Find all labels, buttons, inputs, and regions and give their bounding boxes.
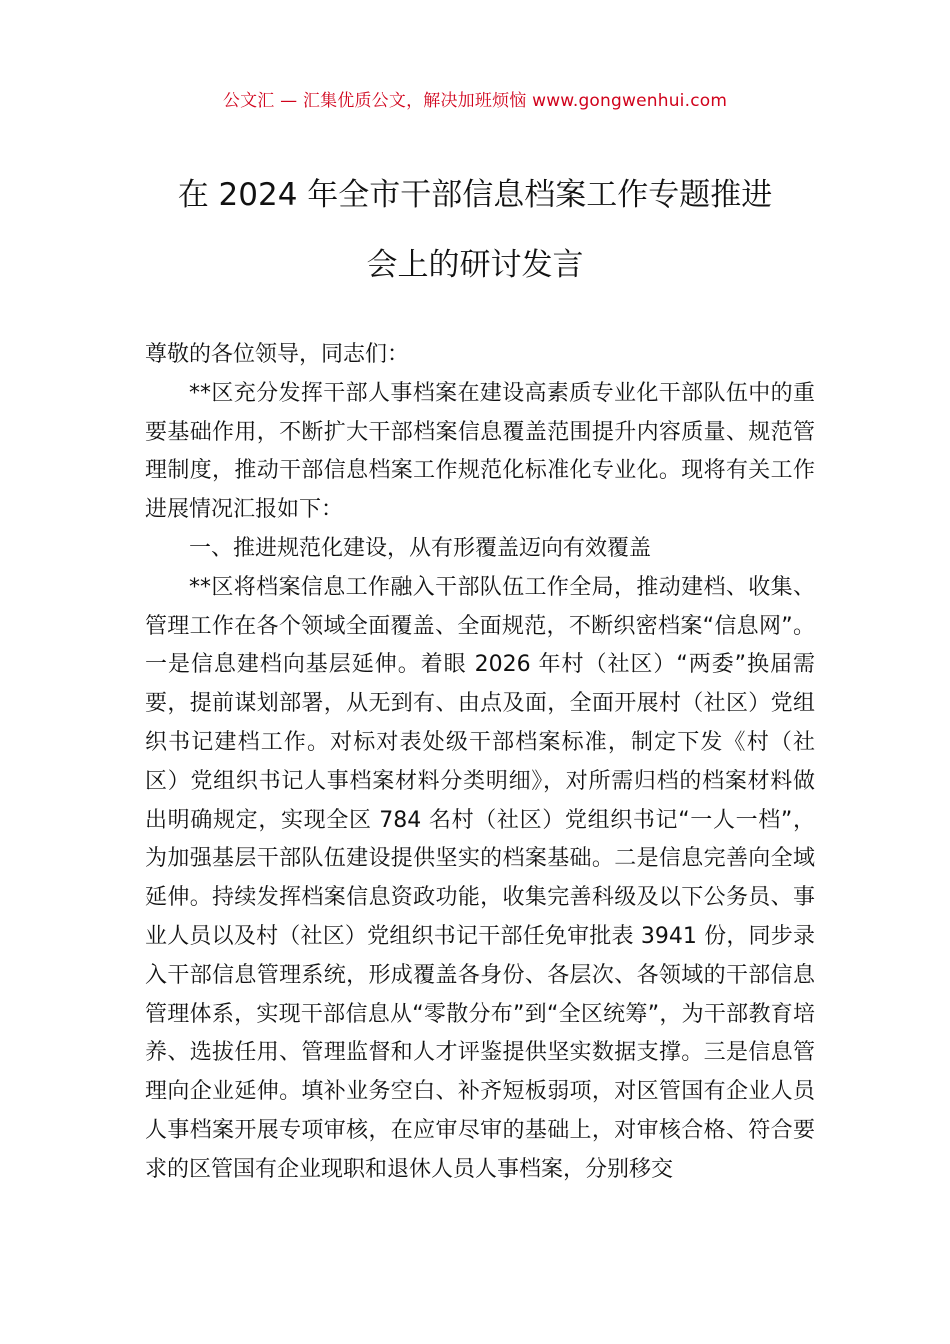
title-line-1: 在 2024 年全市干部信息档案工作专题推进 (177, 177, 773, 213)
greeting: 尊敬的各位领导，同志们： (145, 342, 410, 367)
section-heading: 一、推进规范化建设，从有形覆盖迈向有效覆盖 (189, 535, 652, 561)
document-title (60, 160, 890, 300)
section-paragraph: **区将档案信息工作融入干部队伍工作全局，推动建档、收集、管理工作在各个领域全面覆盖、全面规范，不断织密档案“信息网”。一是信息建档向基层延伸。着眼 2026 年村（社区）“两委”换届需要，提前谋划部署，从无到有、由点及面，全面开展村（社区）党组织书记建档工作。对标对表处级干部档案标准，制定下发《村（社区）党组织书记人事档案材料分类明细》，对所需归档的档案材料做出明确规定，实现全区 784 名村（社区）党组织书记“一人一档”，为加强基层干部队伍建设提供坚实的档案基础。二是信息完善向全域延伸。持续发挥档案信息资政功能，收集完善科级及以下公务员、事业人员以及村（社区）党组织书记干部任免审批表 3941 份，同步录入干部信息管理系统，形成覆盖各身份、各层次、各领域的干部信息管理体系，实现干部信息从“零散分布”到“全区统筹”，为干部教育培养、选拔任用、管理监督和人才评鉴提供坚实数据支撑。三是信息管理向企业延伸。填补业务空白、补齐短板弱项，对区管国有企业人员人事档案开展专项审核，在应审尽审的基础上，对审核合格、符合要求的区管国有企业现职和退休人员人事档案，分别移交 (145, 574, 815, 1182)
title-line-2: 会上的研讨发言 (366, 247, 584, 283)
intro-paragraph: **区充分发挥干部人事档案在建设高素质专业化干部队伍中的重要基础作用，不断扩大干部档案信息覆盖范围提升内容质量、规范管理制度，推动干部信息档案工作规范化标准化专业化。现将有关工作进展情况汇报如下： (145, 380, 815, 523)
document-body (145, 336, 815, 1190)
header-banner: 公文汇 — 汇集优质公文，解决加班烦恼 www.gongwenhui.com (222, 91, 728, 111)
